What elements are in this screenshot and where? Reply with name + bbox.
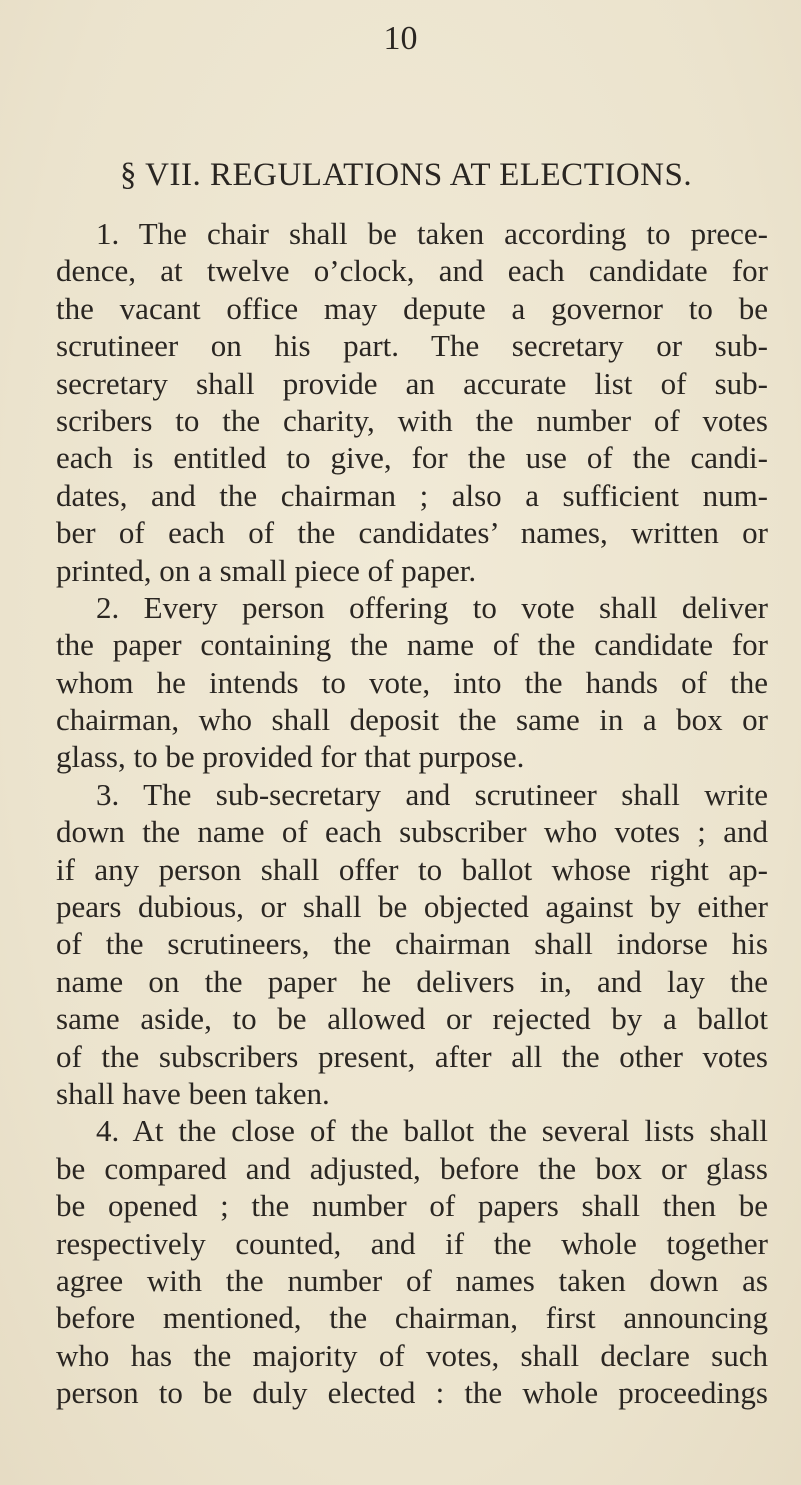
text-line: be opened ; the number of papers shall then be (56, 1188, 768, 1224)
text-line: name on the paper he delivers in, and lay the (56, 963, 768, 999)
text-line: scrutineer on his part. The secretary or sub- (56, 328, 768, 364)
text-line: be compared and adjusted, before the box or glass (56, 1150, 768, 1186)
text-line: of the subscribers present, after all the other votes (56, 1038, 768, 1074)
text-line: glass, to be provided for that purpose. (56, 739, 525, 775)
section-heading: § VII. REGULATIONS AT ELECTIONS. (120, 157, 693, 193)
text-line: down the name of each subscriber who votes ; and (56, 814, 768, 850)
text-line: 4. At the close of the ballot the several lists shall (96, 1113, 768, 1149)
body-text (56, 215, 768, 1412)
text-line: person to be duly elected : the whole proceedings (56, 1375, 768, 1411)
text-line: scribers to the charity, with the number of votes (56, 402, 768, 438)
text-line: 2. Every person offering to vote shall deliver (96, 589, 768, 625)
text-line: dates, and the chairman ; also a sufficient num- (56, 477, 768, 513)
text-line: who has the majority of votes, shall declare such (56, 1337, 768, 1373)
text-line: pears dubious, or shall be objected against by either (56, 889, 768, 925)
text-line: the paper containing the name of the candidate for (56, 627, 768, 663)
text-line: secretary shall provide an accurate list of sub- (56, 365, 768, 401)
page-number: 10 (383, 20, 418, 57)
text-line: before mentioned, the chairman, first announcing (56, 1300, 768, 1336)
text-line: chairman, who shall deposit the same in a box or (56, 702, 768, 738)
text-line: same aside, to be allowed or rejected by a ballot (56, 1001, 768, 1037)
text-line: dence, at twelve o’clock, and each candidate for (56, 253, 768, 289)
text-line: shall have been taken. (56, 1075, 330, 1111)
text-line: the vacant office may depute a governor to be (56, 290, 768, 326)
text-line: of the scrutineers, the chairman shall indorse his (56, 926, 768, 962)
text-line: ber of each of the candidates’ names, written or (56, 515, 768, 551)
text-line: printed, on a small piece of paper. (56, 552, 477, 588)
text-line: if any person shall offer to ballot whose right ap- (56, 851, 768, 887)
text-line: each is entitled to give, for the use of the candi- (56, 440, 768, 476)
text-line: agree with the number of names taken down as (56, 1262, 768, 1298)
text-line: 3. The sub-secretary and scrutineer shall write (96, 776, 768, 812)
text-line: 1. The chair shall be taken according to prece- (96, 216, 768, 251)
text-line: respectively counted, and if the whole together (56, 1225, 768, 1261)
text-line: whom he intends to vote, into the hands of the (56, 664, 768, 700)
